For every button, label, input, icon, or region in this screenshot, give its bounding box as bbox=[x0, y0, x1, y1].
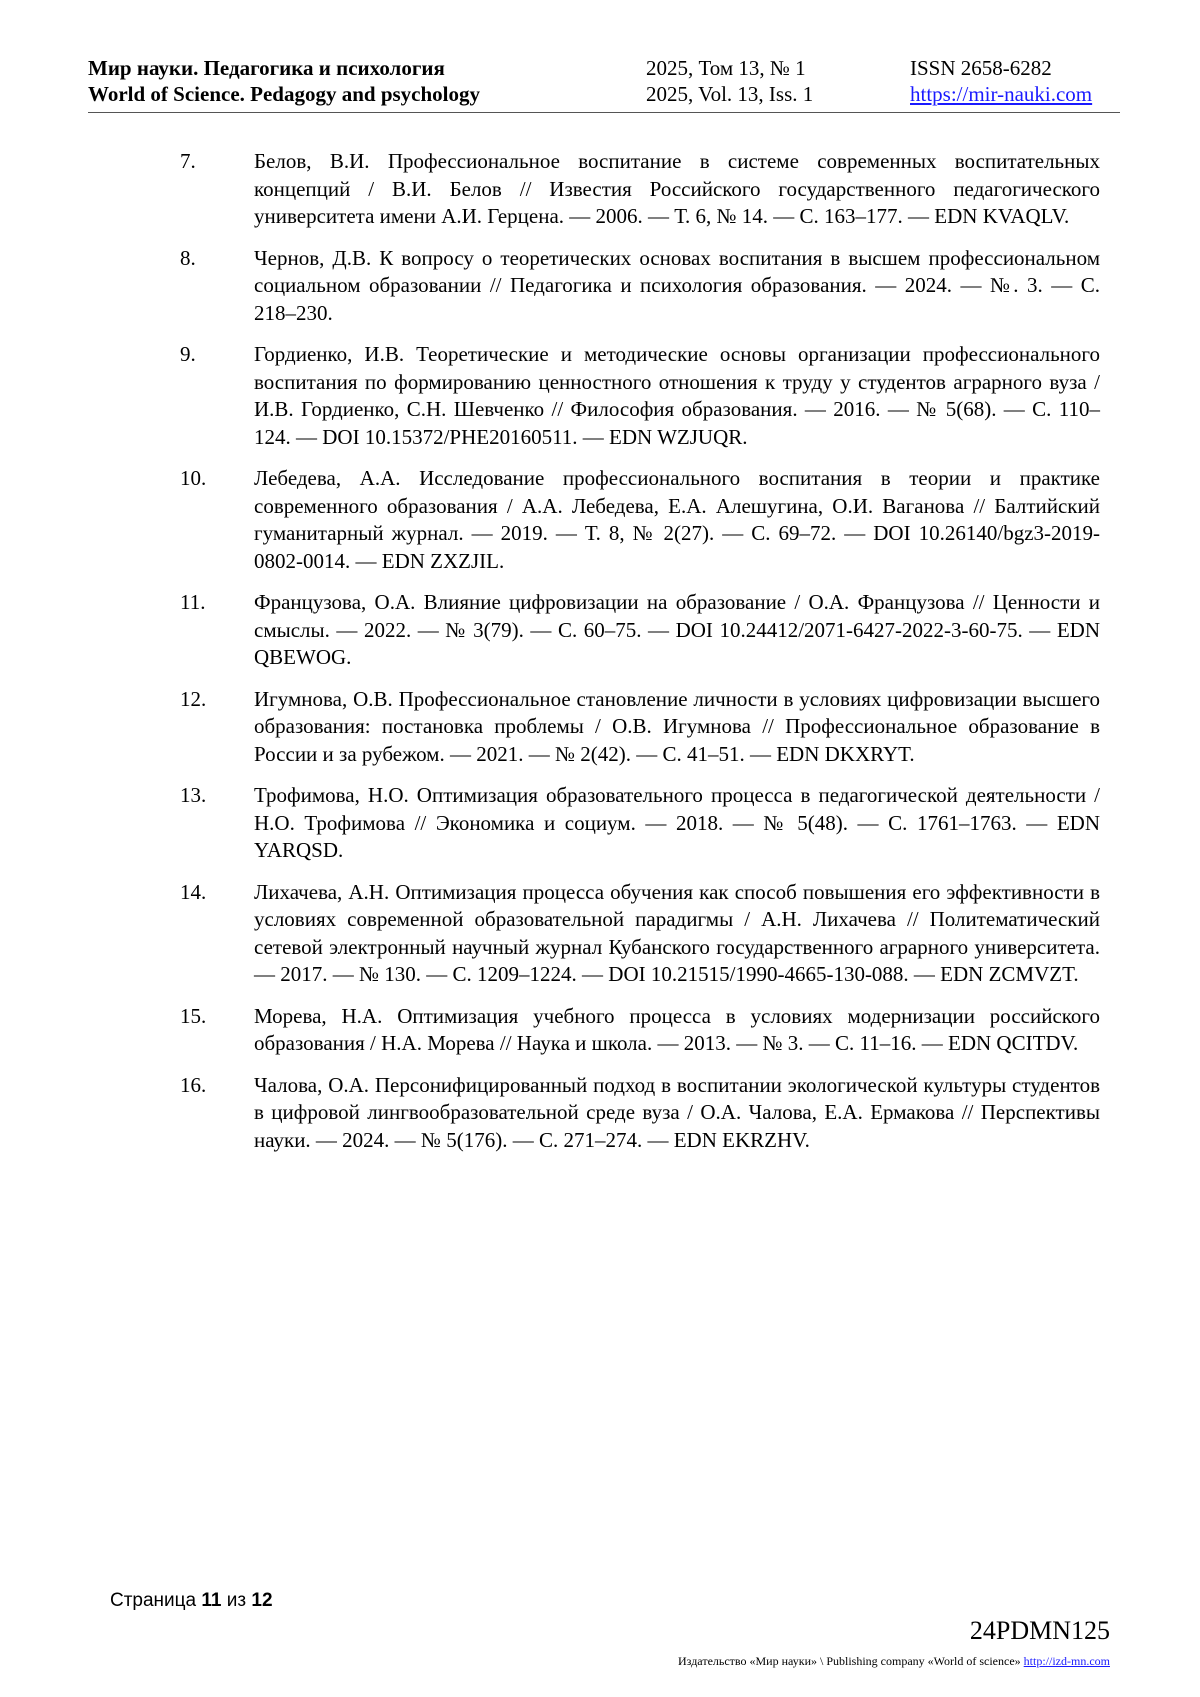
reference-item bbox=[180, 879, 1100, 989]
page-label: Страница bbox=[110, 1590, 197, 1611]
reference-text: Лихачева, А.Н. Оптимизация процесса обучения как способ повышения его эффективности в условиях современной образовательной парадигмы / А.Н. Лихачева // Политематический сетевой электронный научный журнал Кубанского государственного аграрного университета. — 2017. — № 130. — С. 1209–1224. — DOI 10.21515/1990-4665-130-088. — EDN ZCMVZT. bbox=[254, 879, 1100, 986]
journal-site-link[interactable]: https://mir-nauki.com bbox=[910, 82, 1093, 106]
publisher-text: Издательство «Мир науки» \ Publishing company «World of science» bbox=[678, 1654, 1021, 1668]
header-row-ru bbox=[88, 54, 1120, 82]
reference-text: Французова, О.А. Влияние цифровизации на образование / О.А. Французова // Ценности и смыслы. — 2022. — № 3(79). — С. 60–75. — DOI 10.24412/2071-6427-2022-3-60-75. — EDN QBEWOG. bbox=[254, 590, 1100, 669]
reference-item bbox=[180, 245, 1100, 328]
reference-number: 15. bbox=[180, 1003, 207, 1028]
reference-text: Трофимова, Н.О. Оптимизация образовательного процесса в педагогической деятельности / Н.О. Трофимова // Экономика и социум. — 2018. — № 5(48). — С. 1761–1763. — EDN YARQSD. bbox=[254, 783, 1100, 862]
issn: ISSN 2658-6282 bbox=[910, 56, 1052, 80]
publisher-line bbox=[678, 1654, 1110, 1669]
reference-text: Лебедева, А.А. Исследование профессионального воспитания в теории и практике современного образования / А.А. Лебедева, Е.А. Алешугина, О.И. Ваганова // Балтийский гуманитарный журнал. — 2019. — Т. 8, № 2(27). — С. 69–72. — DOI 10.26140/bgz3-2019-0802-0014. — EDN ZXZJIL. bbox=[254, 466, 1100, 573]
reference-text: Морева, Н.А. Оптимизация учебного процесса в условиях модернизации российского образования / Н.А. Морева // Наука и школа. — 2013. — № 3. — С. 11–16. — EDN QCITDV. bbox=[254, 1003, 1100, 1055]
reference-number: 9. bbox=[180, 342, 196, 366]
reference-text: Белов, В.И. Профессиональное воспитание в системе современных воспитательных концепций / В.И. Белов // Известия Российского государственного педагогического университета имени А.И. Герцена. — 2006. — Т. 6, № 14. — С. 163–177. — EDN KVAQLV. bbox=[254, 149, 1100, 228]
reference-item bbox=[180, 341, 1100, 451]
reference-number: 12. bbox=[180, 686, 207, 711]
page-of: из bbox=[226, 1590, 247, 1611]
page-current: 11 bbox=[201, 1590, 222, 1611]
reference-number: 14. bbox=[180, 879, 207, 904]
running-header bbox=[88, 52, 1120, 113]
reference-item bbox=[180, 148, 1100, 231]
issue-info-ru: 2025, Том 13, № 1 bbox=[646, 56, 806, 80]
issue-info-en: 2025, Vol. 13, Iss. 1 bbox=[646, 82, 814, 106]
reference-item bbox=[180, 465, 1100, 575]
journal-title-ru: Мир науки. Педагогика и психология bbox=[88, 56, 445, 80]
publisher-link[interactable]: http://izd-mn.com bbox=[1023, 1654, 1110, 1668]
reference-item bbox=[180, 686, 1100, 769]
reference-number: 7. bbox=[180, 149, 196, 173]
reference-text: Чернов, Д.В. К вопросу о теоретических основах воспитания в высшем профессиональном социальном образовании // Педагогика и психология образования. — 2024. — №. 3. — С. 218–230. bbox=[254, 245, 1100, 325]
journal-title-en: World of Science. Pedagogy and psychology bbox=[88, 82, 481, 106]
header-row-en bbox=[88, 80, 1120, 108]
reference-text: Чалова, О.А. Персонифицированный подход в воспитании экологической культуры студентов в цифровой лингвообразовательной среде вуза / О.А. Чалова, Е.А. Ермакова // Перспективы науки. — 2024. — № 5(176). — С. 271–274. — EDN EKRZHV. bbox=[254, 1072, 1100, 1152]
reference-number: 10. bbox=[180, 466, 207, 490]
page-number bbox=[110, 1590, 273, 1612]
reference-item bbox=[180, 782, 1100, 865]
page-total: 12 bbox=[251, 1590, 273, 1611]
reference-number: 16. bbox=[180, 1072, 207, 1097]
article-code: 24PDMN125 bbox=[969, 1616, 1110, 1645]
reference-text: Игумнова, О.В. Профессиональное становление личности в условиях цифровизации высшего образования: постановка проблемы / О.В. Игумнова // Профессиональное образование в России и за рубежом. — 2021. — № 2(42). — С. 41–51. — EDN DKXRYT. bbox=[254, 686, 1100, 766]
reference-text: Гордиенко, И.В. Теоретические и методические основы организации профессионального воспитания по формированию ценностного отношения к труду у студентов аграрного вуза / И.В. Гордиенко, С.Н. Шевченко // Философия образования. — 2016. — № 5(68). — С. 110–124. — DOI 10.15372/PHE20160511. — EDN WZJUQR. bbox=[254, 342, 1100, 449]
reference-number: 13. bbox=[180, 783, 207, 807]
reference-number: 11. bbox=[180, 590, 206, 614]
reference-number: 8. bbox=[180, 245, 196, 270]
reference-item bbox=[180, 589, 1100, 672]
reference-item bbox=[180, 1003, 1100, 1058]
reference-item bbox=[180, 1072, 1100, 1155]
reference-list bbox=[180, 148, 1100, 1168]
